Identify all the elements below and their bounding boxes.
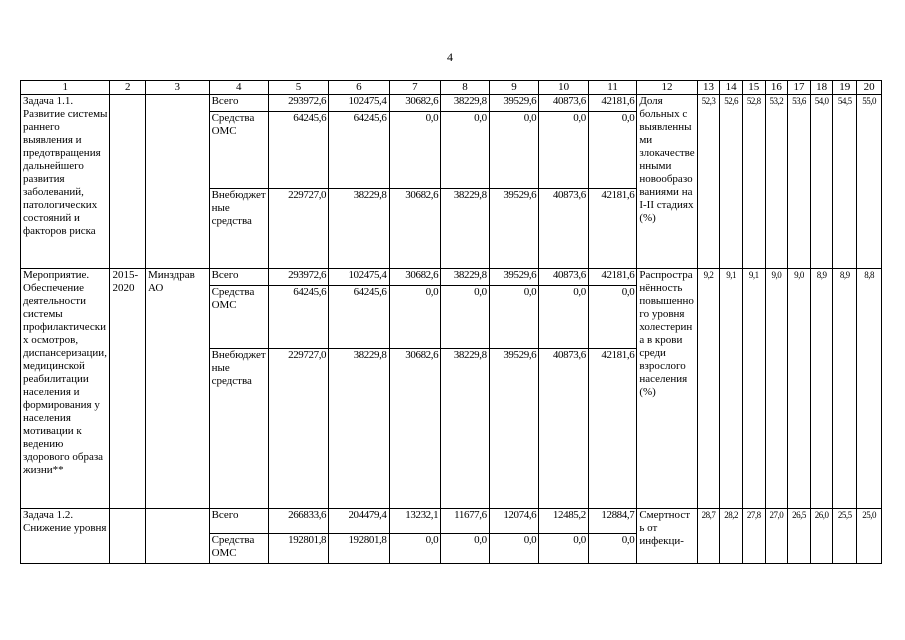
funding-value: 0,0 xyxy=(389,286,441,349)
funding-value: 293972,6 xyxy=(268,95,328,112)
column-header: 15 xyxy=(742,81,765,95)
indicator-value: 9,1 xyxy=(720,269,743,509)
header-row xyxy=(21,81,882,95)
table-row xyxy=(21,509,882,534)
column-header: 3 xyxy=(145,81,209,95)
indicator-value: 55,0 xyxy=(857,95,882,269)
indicator-value: 9,0 xyxy=(765,269,788,509)
funding-value: 0,0 xyxy=(389,112,441,189)
indicator-value: 27,0 xyxy=(765,509,788,564)
period-cell: 2015-2020 xyxy=(110,269,146,509)
funding-value: 38229,8 xyxy=(329,189,389,269)
column-header: 14 xyxy=(720,81,743,95)
funding-value: 64245,6 xyxy=(329,286,389,349)
funding-value: 0,0 xyxy=(489,112,539,189)
funding-value: 0,0 xyxy=(588,112,636,189)
program-table xyxy=(20,80,882,564)
indicator-value: 8,9 xyxy=(833,269,857,509)
indicator-value: 26,0 xyxy=(810,509,833,564)
funding-value: 0,0 xyxy=(539,534,589,564)
funding-value: 0,0 xyxy=(588,286,636,349)
indicator-cell: Смертность от инфекци- xyxy=(637,509,697,564)
funding-value: 0,0 xyxy=(539,112,589,189)
funding-value: 192801,8 xyxy=(268,534,328,564)
column-header: 10 xyxy=(539,81,589,95)
funding-value: 12074,6 xyxy=(489,509,539,534)
indicator-value: 27,8 xyxy=(742,509,765,564)
indicator-value: 54,5 xyxy=(833,95,857,269)
funding-source-label: Всего xyxy=(209,269,268,286)
funding-value: 42181,6 xyxy=(588,269,636,286)
indicator-value: 52,8 xyxy=(742,95,765,269)
indicator-value: 26,5 xyxy=(788,509,811,564)
funding-source-label: Внебюджетные средства xyxy=(209,189,268,269)
funding-value: 0,0 xyxy=(389,534,441,564)
funding-value: 39529,6 xyxy=(489,349,539,509)
funding-value: 266833,6 xyxy=(268,509,328,534)
indicator-cell: Распространённость повышенного уровня холестерина в крови среди взрослого населения (%) xyxy=(637,269,697,509)
column-header: 17 xyxy=(788,81,811,95)
funding-value: 39529,6 xyxy=(489,189,539,269)
column-header: 6 xyxy=(329,81,389,95)
funding-value: 30682,6 xyxy=(389,95,441,112)
funding-value: 12884,7 xyxy=(588,509,636,534)
column-header: 5 xyxy=(268,81,328,95)
funding-value: 38229,8 xyxy=(441,269,489,286)
column-header: 13 xyxy=(697,81,720,95)
column-header: 18 xyxy=(810,81,833,95)
indicator-value: 9,1 xyxy=(742,269,765,509)
funding-value: 42181,6 xyxy=(588,349,636,509)
funding-value: 0,0 xyxy=(539,286,589,349)
funding-value: 38229,8 xyxy=(329,349,389,509)
indicator-value: 9,2 xyxy=(697,269,720,509)
indicator-cell: Доля больных с выявленными злокачественными новообразованиями на I-II стадиях (%) xyxy=(637,95,697,269)
task-name-cell: Задача 1.1. Развитие системы раннего выявления и предотвращения дальнейшего развития заболеваний, патологических состояний и факторов риска xyxy=(21,95,110,269)
funding-value: 38229,8 xyxy=(441,189,489,269)
funding-value: 12485,2 xyxy=(539,509,589,534)
funding-value: 39529,6 xyxy=(489,95,539,112)
column-header: 9 xyxy=(489,81,539,95)
funding-value: 204479,4 xyxy=(329,509,389,534)
column-header: 1 xyxy=(21,81,110,95)
funding-value: 0,0 xyxy=(441,534,489,564)
indicator-value: 9,0 xyxy=(788,269,811,509)
indicator-value: 53,2 xyxy=(765,95,788,269)
executor-cell xyxy=(145,509,209,564)
funding-value: 192801,8 xyxy=(329,534,389,564)
funding-value: 64245,6 xyxy=(268,112,328,189)
funding-value: 229727,0 xyxy=(268,349,328,509)
funding-value: 0,0 xyxy=(441,112,489,189)
funding-value: 40873,6 xyxy=(539,269,589,286)
funding-value: 30682,6 xyxy=(389,189,441,269)
executor-cell xyxy=(145,95,209,269)
funding-value: 42181,6 xyxy=(588,189,636,269)
funding-value: 40873,6 xyxy=(539,349,589,509)
funding-source-label: Всего xyxy=(209,95,268,112)
indicator-value: 28,7 xyxy=(697,509,720,564)
funding-value: 39529,6 xyxy=(489,269,539,286)
table-row xyxy=(21,269,882,286)
column-header: 11 xyxy=(588,81,636,95)
funding-value: 0,0 xyxy=(588,534,636,564)
funding-value: 102475,4 xyxy=(329,95,389,112)
indicator-value: 25,0 xyxy=(857,509,882,564)
indicator-value: 53,6 xyxy=(788,95,811,269)
funding-value: 0,0 xyxy=(441,286,489,349)
period-cell xyxy=(110,95,146,269)
funding-value: 11677,6 xyxy=(441,509,489,534)
funding-value: 0,0 xyxy=(489,534,539,564)
funding-value: 64245,6 xyxy=(268,286,328,349)
funding-value: 13232,1 xyxy=(389,509,441,534)
column-header: 12 xyxy=(637,81,697,95)
indicator-value: 8,8 xyxy=(857,269,882,509)
task-name-cell: Мероприятие. Обеспечение деятельности системы профилактических осмотров, диспансеризации, медицинской реабилитации населения и формирования у населения мотивации к ведению здорового образа жизни** xyxy=(21,269,110,509)
executor-cell: Минздрав АО xyxy=(145,269,209,509)
funding-value: 42181,6 xyxy=(588,95,636,112)
column-header: 19 xyxy=(833,81,857,95)
funding-source-label: Средства ОМС xyxy=(209,534,268,564)
table-row xyxy=(21,95,882,112)
funding-source-label: Всего xyxy=(209,509,268,534)
funding-value: 0,0 xyxy=(489,286,539,349)
page-number: 4 xyxy=(447,50,453,64)
indicator-value: 25,5 xyxy=(833,509,857,564)
indicator-value: 52,6 xyxy=(720,95,743,269)
column-header: 2 xyxy=(110,81,146,95)
funding-value: 293972,6 xyxy=(268,269,328,286)
funding-value: 30682,6 xyxy=(389,349,441,509)
column-header: 7 xyxy=(389,81,441,95)
funding-source-label: Средства ОМС xyxy=(209,112,268,189)
indicator-value: 28,2 xyxy=(720,509,743,564)
period-cell xyxy=(110,509,146,564)
indicator-value: 54,0 xyxy=(810,95,833,269)
funding-value: 38229,8 xyxy=(441,349,489,509)
column-header: 20 xyxy=(857,81,882,95)
funding-source-label: Внебюджетные средства xyxy=(209,349,268,509)
column-header: 16 xyxy=(765,81,788,95)
column-header: 8 xyxy=(441,81,489,95)
column-header: 4 xyxy=(209,81,268,95)
funding-value: 102475,4 xyxy=(329,269,389,286)
funding-value: 64245,6 xyxy=(329,112,389,189)
funding-value: 30682,6 xyxy=(389,269,441,286)
indicator-value: 8,9 xyxy=(810,269,833,509)
funding-source-label: Средства ОМС xyxy=(209,286,268,349)
funding-value: 40873,6 xyxy=(539,95,589,112)
task-name-cell: Задача 1.2. Снижение уровня xyxy=(21,509,110,564)
funding-value: 38229,8 xyxy=(441,95,489,112)
funding-value: 40873,6 xyxy=(539,189,589,269)
funding-value: 229727,0 xyxy=(268,189,328,269)
indicator-value: 52,3 xyxy=(697,95,720,269)
